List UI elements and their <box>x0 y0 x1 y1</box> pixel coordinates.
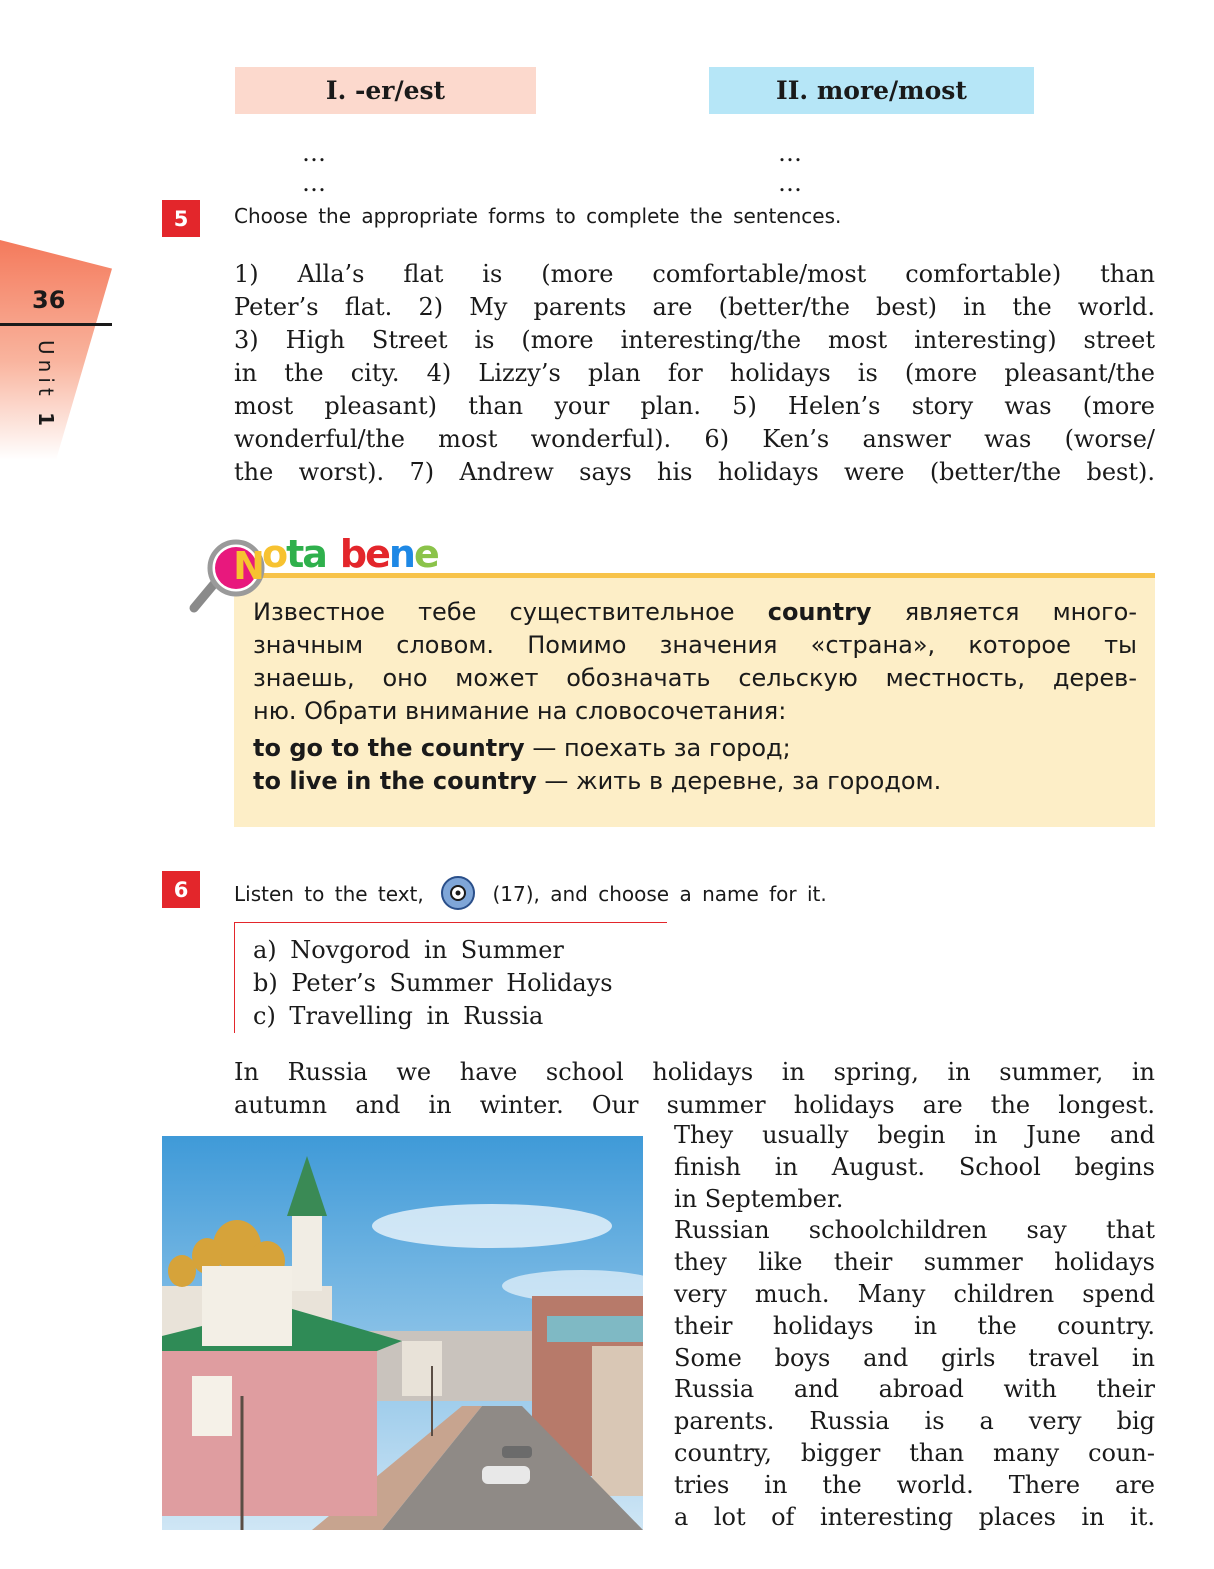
nota-bene-phrase: to live in the country — жить в деревне, за городом. <box>253 767 942 795</box>
page-number: 36 <box>32 286 66 314</box>
text-line: Some boys and girls travel in <box>674 1343 1155 1372</box>
nota-bene-title-o: o <box>262 532 287 576</box>
ellipsis: … <box>302 169 326 197</box>
unit-number: 1 <box>34 412 58 431</box>
unit-word: Unit <box>34 340 58 401</box>
nota-bene-line: значным словом. Помимо значения «страна», которое ты <box>253 631 1137 659</box>
text-line: finish in August. School begins <box>674 1152 1155 1181</box>
sentence-line: wonderful/the most wonderful). 6) Ken’s answer was (worse/ <box>234 425 1155 453</box>
text-line: their holidays in the country. <box>674 1311 1155 1340</box>
unit-label <box>28 340 58 460</box>
text-line: country, bigger than many coun- <box>674 1438 1155 1467</box>
nota-bene-title <box>262 532 438 576</box>
option-a: a) Novgorod in Summer <box>253 936 564 964</box>
text-line: very much. Many children spend <box>674 1279 1155 1308</box>
title-options <box>253 934 613 1033</box>
nizhny-novgorod-street-image <box>162 1136 643 1530</box>
sentence-line: the worst). 7) Andrew says his holidays were (better/the best). <box>234 458 1155 486</box>
sentence-line: Peter’s flat. 2) My parents are (better/the best) in the world. <box>234 293 1155 321</box>
option-c: c) Travelling in Russia <box>253 1002 544 1030</box>
ellipsis: … <box>778 169 802 197</box>
sentence-line: most pleasant) than your plan. 5) Helen’s story was (more <box>234 392 1155 420</box>
nota-bene-line: знаешь, оно может обозначать сельскую местность, дерев- <box>253 664 1137 692</box>
text-line: Russia and abroad with their <box>674 1375 1155 1404</box>
phrase-bold: to live in the country <box>253 767 537 795</box>
exercise-6-instruction: Listen to the text, (17), and choose a name for it. <box>234 875 827 911</box>
nota-bene-title-b: b <box>339 532 366 576</box>
divider <box>0 323 112 326</box>
text-line: They usually begin in June and <box>674 1121 1155 1149</box>
text-line: autumn and in winter. Our summer holidays are the longest. <box>234 1091 1155 1119</box>
text-line: Russian schoolchildren say that <box>674 1216 1155 1245</box>
exercise-5-sentences <box>234 258 1155 489</box>
ellipsis: … <box>302 139 326 167</box>
nota-bene-line: Известное тебе существительное country является много- <box>253 598 1137 626</box>
nota-bene-text <box>253 596 1137 798</box>
exercise-5-instruction: Choose the appropriate forms to complete the sentences. <box>234 204 842 228</box>
city-photo <box>162 1136 643 1530</box>
text-line: tries in the world. There are <box>674 1470 1155 1499</box>
keyword-country: country <box>767 598 872 626</box>
nota-bene-title-n: n <box>388 532 414 576</box>
ellipsis: … <box>778 139 802 167</box>
nota-bene-letter-n: N <box>233 544 265 588</box>
sentence-line: in the city. 4) Lizzy’s plan for holidays is (more pleasant/the <box>234 359 1155 387</box>
column-header-more-most: II. more/most <box>709 67 1034 114</box>
nota-bene-title-e: e <box>365 532 389 576</box>
nota-bene-line: ню. Обрати внимание на словосочетания: <box>253 697 787 725</box>
column-header-er-est: I. -er/est <box>235 67 536 114</box>
text-line: In Russia we have school holidays in spring, in summer, in <box>234 1058 1155 1086</box>
reading-text-main <box>674 1120 1155 1533</box>
option-b: b) Peter’s Summer Holidays <box>253 969 613 997</box>
nota-bene-phrase: to go to the country — поехать за город; <box>253 734 791 762</box>
text-line: they like their summer holidays <box>674 1248 1155 1277</box>
nota-bene-title-ta: ta <box>286 532 326 576</box>
nota-bene-title-e: e <box>413 532 438 576</box>
sentence-line: 3) High Street is (more interesting/the most interesting) street <box>234 326 1155 354</box>
text-line: in September. <box>674 1184 844 1213</box>
text-line: a lot of interesting places in it. <box>674 1502 1155 1531</box>
reading-text-intro <box>234 1056 1155 1122</box>
exercise-number-6: 6 <box>162 871 200 908</box>
text-line: parents. Russia is a very big <box>674 1407 1155 1436</box>
exercise-number-5: 5 <box>162 200 200 237</box>
sentence-line: 1) Alla’s flat is (more comfortable/most comfortable) than <box>234 260 1155 288</box>
audio-cd-icon[interactable] <box>440 875 476 911</box>
phrase-bold: to go to the country <box>253 734 525 762</box>
